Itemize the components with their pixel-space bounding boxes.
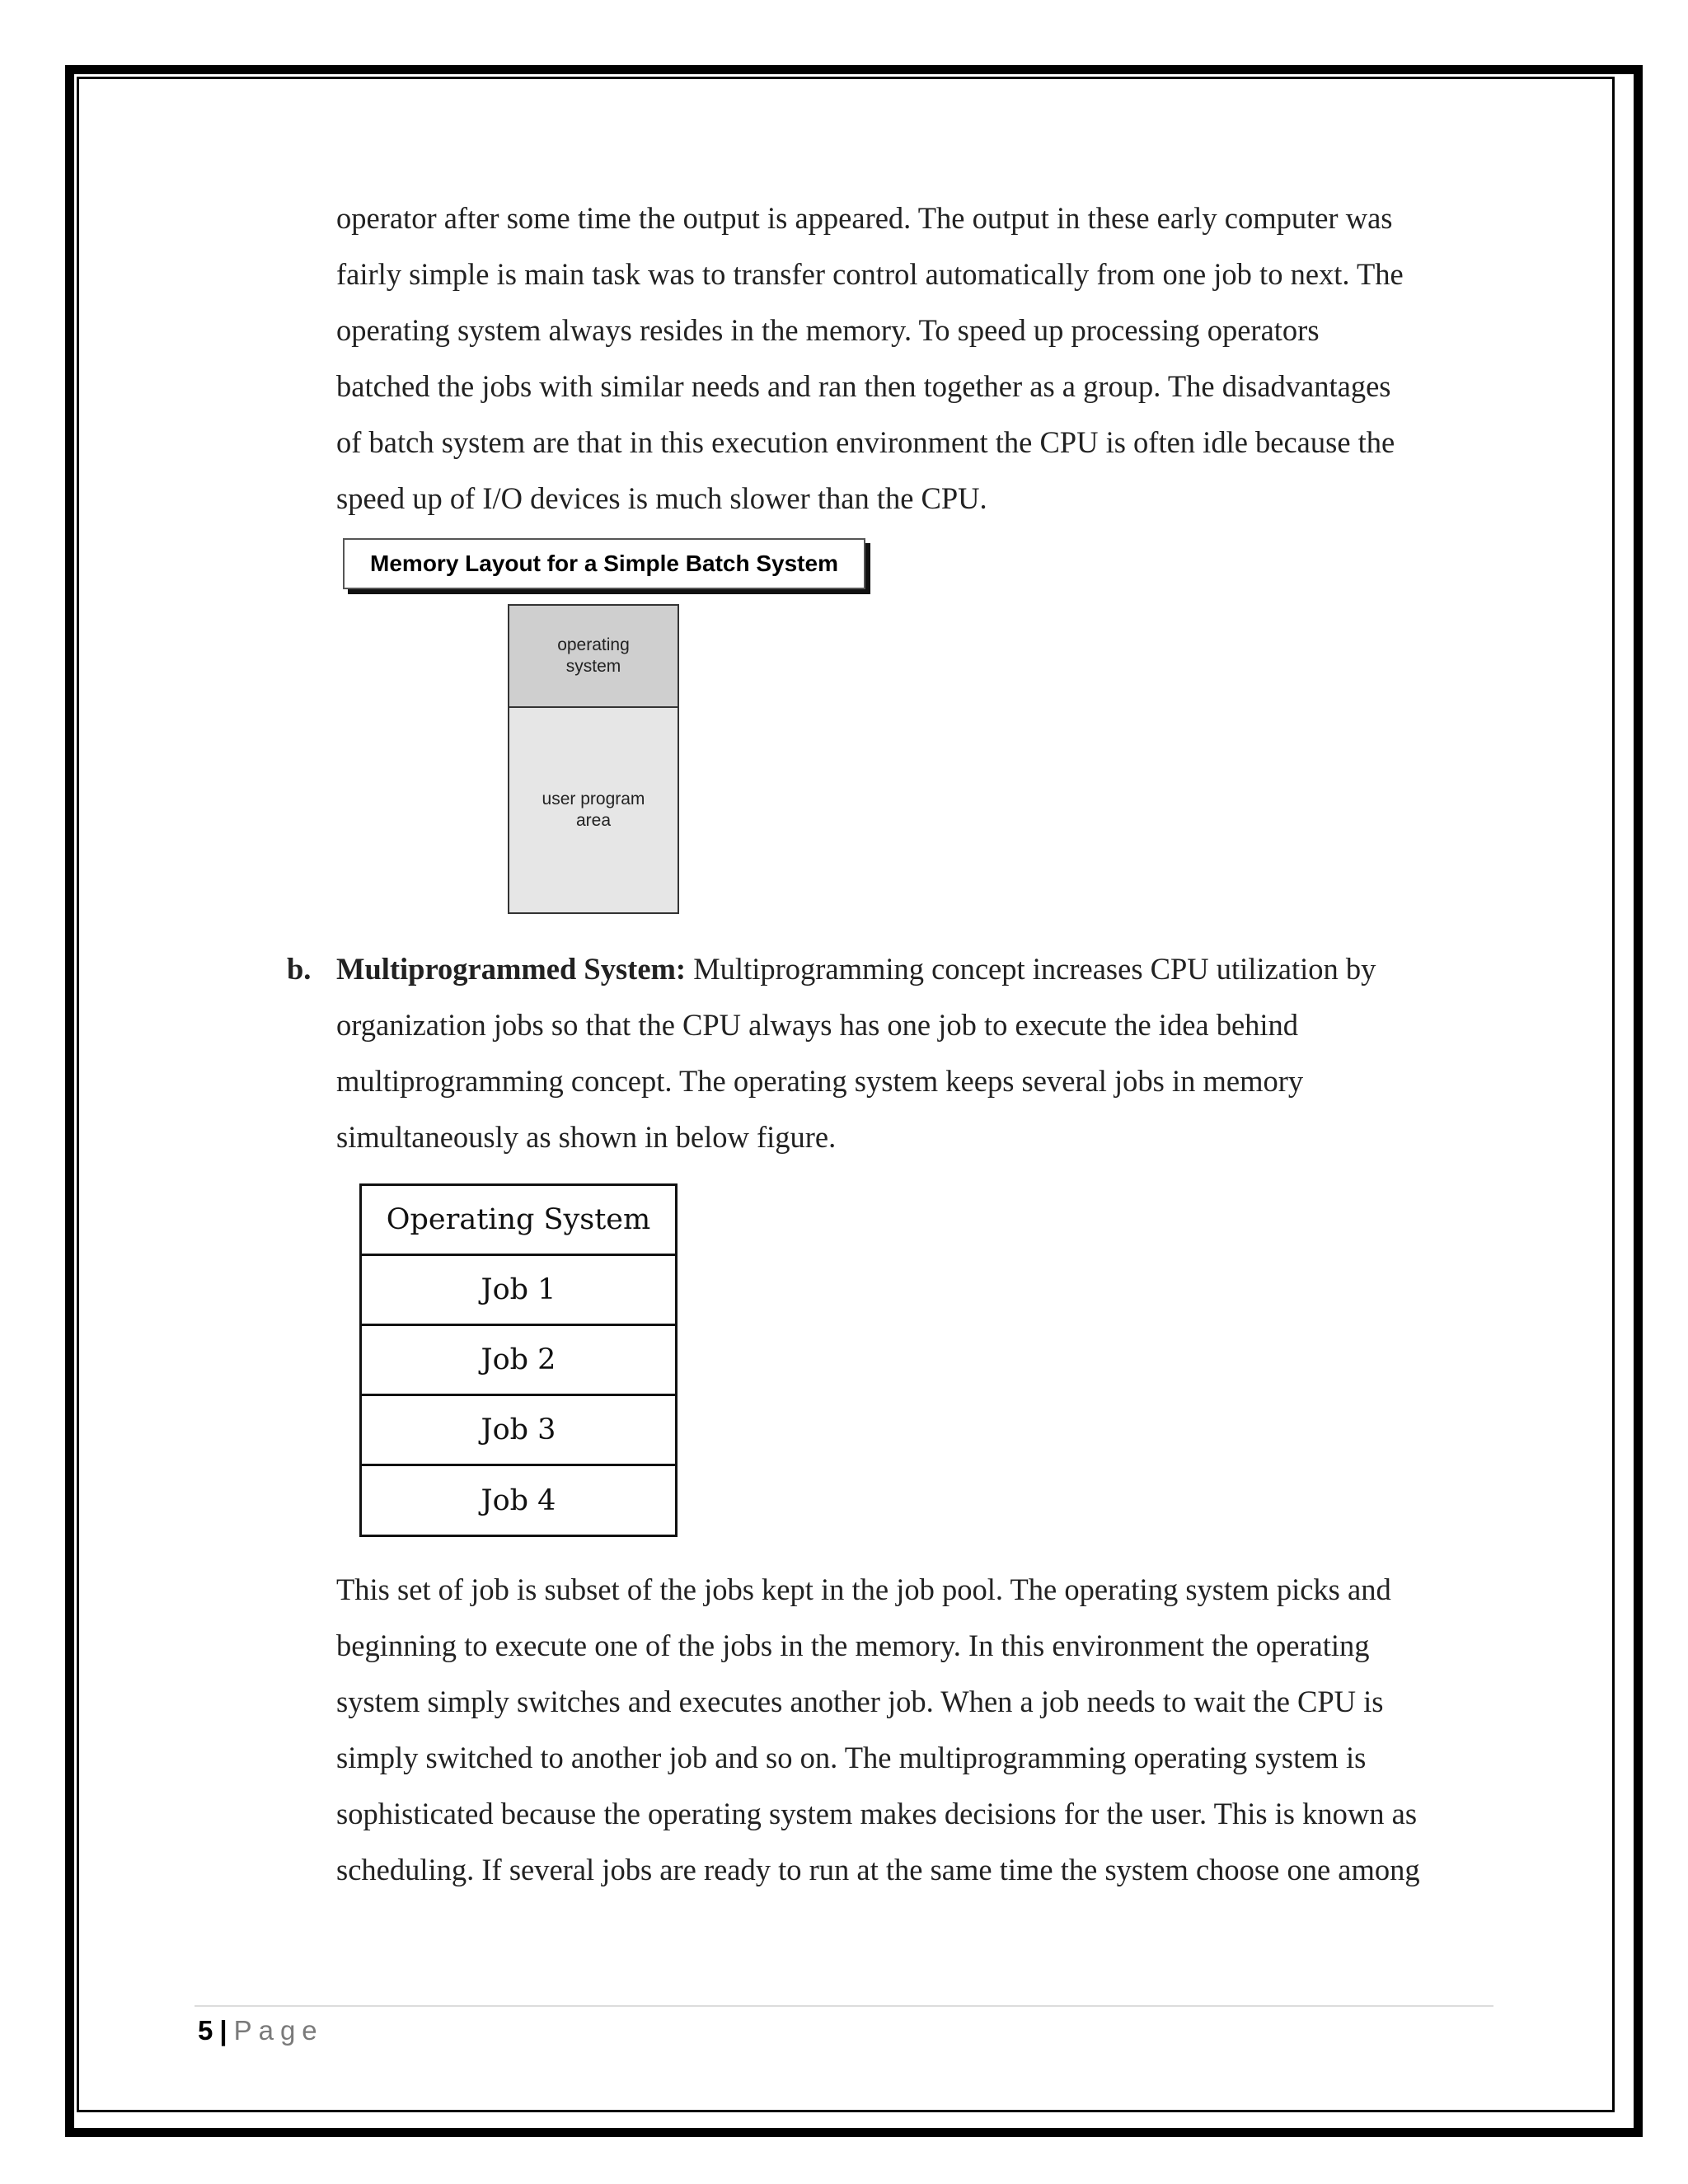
footer-divider — [195, 2005, 1493, 2007]
memory-cell-job: Job 2 — [362, 1326, 675, 1396]
memory-cell-job: Job 4 — [362, 1466, 675, 1535]
user-region-label: area — [575, 811, 612, 830]
heading-line-rest: Multiprogramming concept increases CPU utilization by — [686, 952, 1376, 986]
text-line: operator after some time the output is appeared. The output in these early computer was — [336, 201, 1393, 235]
text-line: beginning to execute one of the jobs in the memory. In this environment the operating — [336, 1629, 1370, 1662]
page-footer — [198, 2013, 324, 2049]
multiprogramming-memory-table — [359, 1183, 678, 1537]
batch-system-paragraph — [336, 190, 1507, 527]
operating-system-region — [509, 606, 678, 708]
page-number: 5 — [198, 2015, 213, 2046]
text-line: simply switched to another job and so on. The multiprogramming operating system is — [336, 1741, 1367, 1774]
text-line: multiprogramming concept. The operating system keeps several jobs in memory — [336, 1064, 1304, 1098]
text-line: fairly simple is main task was to transfer control automatically from one job to next. The — [336, 257, 1404, 291]
memory-cell-job: Job 3 — [362, 1396, 675, 1466]
user-program-region — [509, 708, 678, 912]
text-line: batched the jobs with similar needs and ran then together as a group. The disadvantages — [336, 369, 1391, 403]
list-marker-b: b. — [287, 952, 312, 986]
memory-layout-figure-title: Memory Layout for a Simple Batch System — [343, 538, 865, 589]
memory-cell-job: Job 1 — [362, 1256, 675, 1326]
footer-separator: | — [219, 2015, 227, 2046]
memory-cell-os: Operating System — [362, 1186, 675, 1256]
user-region-label: user program — [542, 790, 645, 808]
text-line: simultaneously as shown in below figure. — [336, 1120, 837, 1154]
os-region-label: system — [565, 657, 621, 676]
text-line: operating system always resides in the memory. To speed up processing operators — [336, 313, 1320, 347]
text-line: scheduling. If several jobs are ready to run at the same time the system choose one among — [336, 1853, 1420, 1886]
os-region-label: operating — [557, 635, 630, 654]
memory-layout-diagram — [508, 604, 679, 914]
job-pool-paragraph — [336, 1562, 1507, 1898]
section-heading: Multiprogrammed System: — [336, 952, 687, 986]
text-line: sophisticated because the operating system makes decisions for the user. This is known as — [336, 1797, 1418, 1830]
text-line: of batch system are that in this execution environment the CPU is often idle because the — [336, 425, 1395, 459]
text-line: organization jobs so that the CPU always has one job to execute the idea behind — [336, 1008, 1299, 1042]
text-line — [336, 941, 1507, 997]
text-line: This set of job is subset of the jobs kept in the job pool. The operating system picks and — [336, 1572, 1391, 1606]
text-line: speed up of I/O devices is much slower than the CPU. — [336, 481, 987, 515]
page-label: Page — [233, 2015, 324, 2046]
multiprogrammed-paragraph — [336, 941, 1507, 1165]
text-line: system simply switches and executes another job. When a job needs to wait the CPU is — [336, 1685, 1384, 1718]
